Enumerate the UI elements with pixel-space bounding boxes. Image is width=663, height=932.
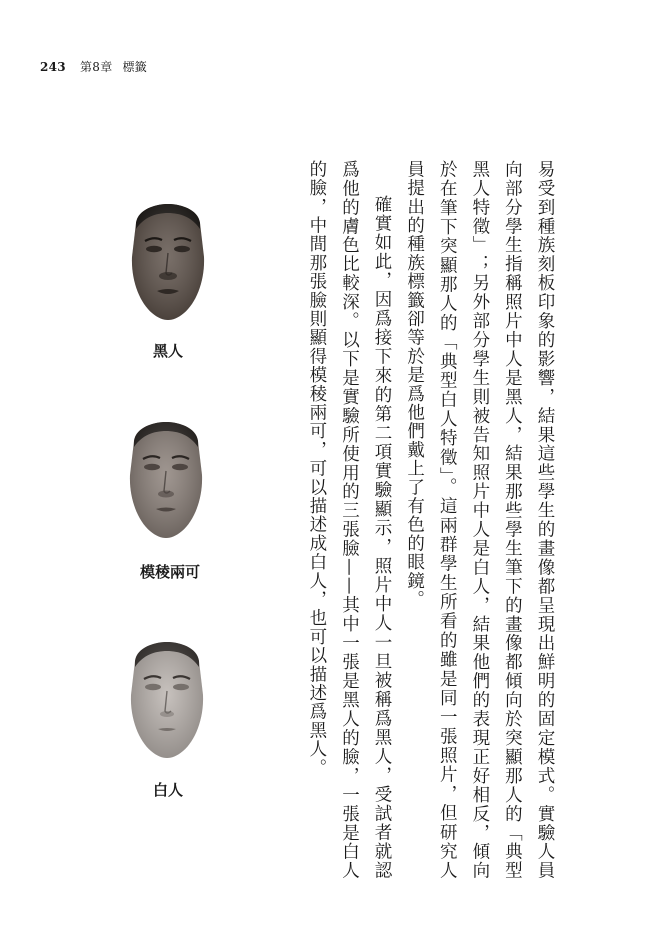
face-photo	[126, 203, 210, 321]
page-header	[40, 58, 147, 75]
face-photo	[125, 641, 209, 759]
face-image-white	[125, 641, 209, 759]
page-number: 243	[40, 60, 66, 74]
face-caption-black: 黑人	[152, 342, 184, 360]
face-caption-ambiguous: 模稜兩可	[139, 563, 201, 581]
chapter-title: 標籤	[122, 60, 148, 74]
face-image-black	[126, 203, 210, 321]
face-caption-white: 白人	[152, 781, 184, 799]
face-image-ambiguous	[124, 421, 208, 539]
paragraph-2: 確實如此，因爲接下來的第二項實驗顯示，照片中人一旦被稱爲黑人，受試者就認爲他的膚色比較深。以下是實驗所使用的三張臉——其中一張是黑人的臉，一張是白人的臉，中間那張臉則顯得模稜兩可，可以描述成白人，也可以描述爲黑人。	[306, 160, 393, 880]
face-photo	[124, 421, 208, 539]
body-text	[300, 160, 561, 880]
paragraph-1: 易受到種族刻板印象的影響，結果這些學生的畫像都呈現出鮮明的固定模式。實驗人員向部分學生指稱照片中人是黑人，結果那些學生筆下的畫像都傾向於突顯那人的「典型黑人特徵」；另外部分學生則被告知照片中人是白人，結果他們的表現正好相反，傾向於在筆下突顯那人的「典型白人特徵」。這兩群學生所看的雖是同一張照片，但研究人員提出的種族標籤卻等於是爲他們戴上了有色的眼鏡。	[404, 160, 555, 880]
chapter-number: 第8章	[79, 60, 113, 74]
